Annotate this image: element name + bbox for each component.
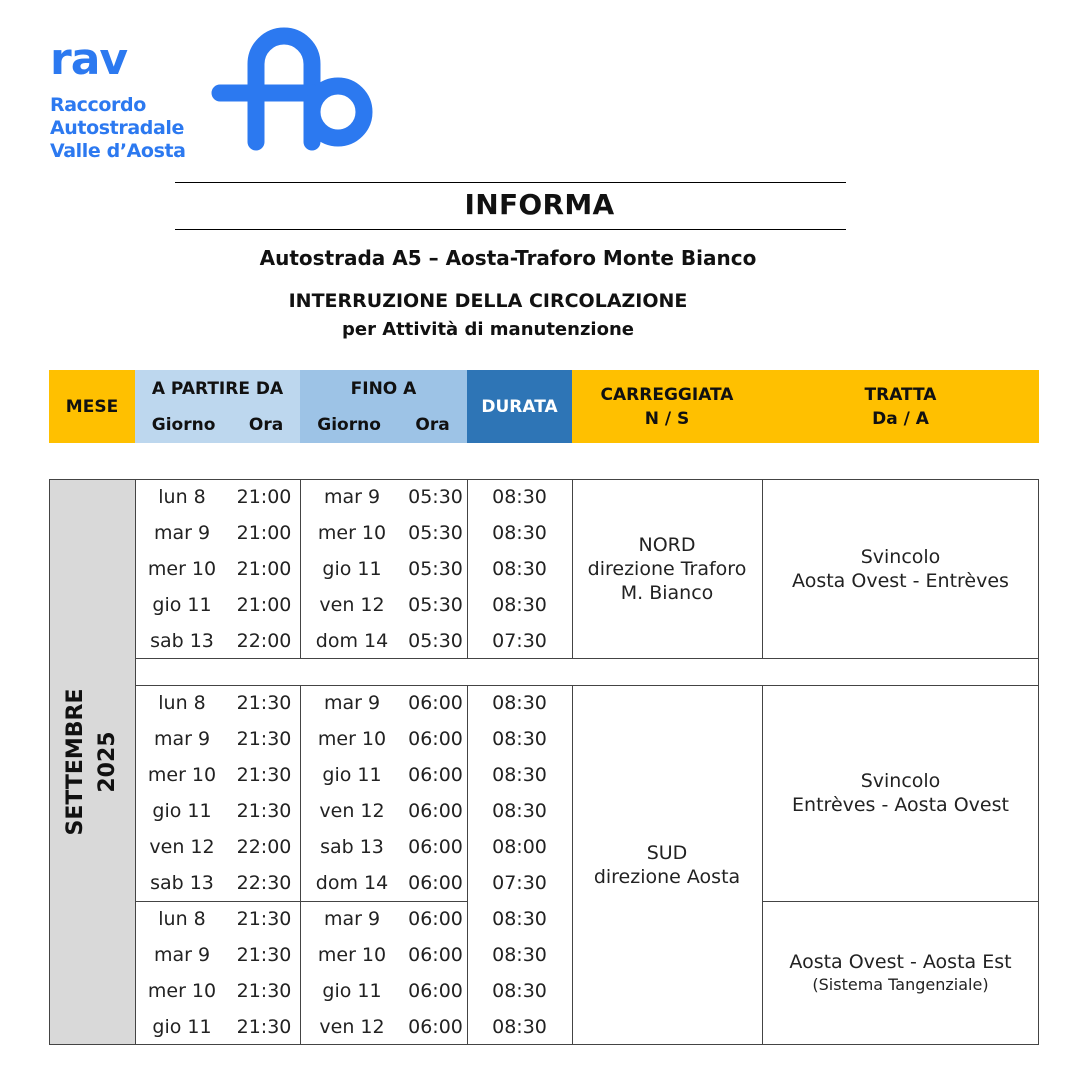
cell-end-day: ven 12 xyxy=(319,594,385,616)
cell-start-time: 21:00 xyxy=(236,594,292,616)
cell-duration: 08:30 xyxy=(492,486,547,508)
header-ora-start: Ora xyxy=(248,414,284,435)
cell-start-day: sab 13 xyxy=(150,630,214,652)
cell-end-day: mer 10 xyxy=(317,522,387,544)
cell-duration: 07:30 xyxy=(492,630,547,652)
cell-start-time: 21:30 xyxy=(236,692,292,714)
cell-start-day: mer 10 xyxy=(147,764,217,786)
grid-col-3-a xyxy=(762,479,763,659)
header-tratta-label: TRATTA xyxy=(864,384,937,405)
header-giorno-start: Giorno xyxy=(151,414,216,435)
tratta-nord-line: Svincolo xyxy=(860,546,941,568)
cell-start-day: mar 9 xyxy=(153,522,211,544)
grid-col-0-a xyxy=(300,479,301,659)
carreggiata-nord-line: M. Bianco xyxy=(620,582,714,604)
cell-end-day: gio 11 xyxy=(322,558,382,580)
brand-line-3: Valle d’Aosta xyxy=(50,140,186,162)
header-mese-label: MESE xyxy=(65,396,119,417)
cell-duration: 08:30 xyxy=(492,800,547,822)
cell-duration: 08:30 xyxy=(492,692,547,714)
header-a-partire xyxy=(135,370,300,443)
cell-end-time: 06:00 xyxy=(408,764,463,786)
tratta-nord xyxy=(762,479,1039,659)
interruption-heading: INTERRUZIONE DELLA CIRCOLAZIONE xyxy=(288,290,688,312)
header-carreggiata-sub: N / S xyxy=(644,408,690,429)
cell-duration: 08:00 xyxy=(492,836,547,858)
cell-duration: 08:30 xyxy=(492,728,547,750)
page-title: INFORMA xyxy=(464,188,615,221)
cell-start-day: gio 11 xyxy=(152,1016,212,1038)
cell-duration: 08:30 xyxy=(492,522,547,544)
cell-duration: 08:30 xyxy=(492,558,547,580)
cell-start-day: mar 9 xyxy=(153,944,211,966)
brand-line-2: Autostradale xyxy=(50,117,184,139)
tratta-nord-line: Aosta Ovest - Entrèves xyxy=(792,570,1009,592)
header-fino-a-label: FINO A xyxy=(350,378,417,399)
cell-end-time: 06:00 xyxy=(408,836,463,858)
cell-start-day: mar 9 xyxy=(153,728,211,750)
header-ora-end: Ora xyxy=(415,414,450,435)
cell-end-time: 06:00 xyxy=(408,908,463,930)
grid-mid-a xyxy=(135,901,467,902)
cell-duration: 07:30 xyxy=(492,872,547,894)
grid-gap-top xyxy=(135,658,1039,659)
interruption-subheading: per Attività di manutenzione xyxy=(342,319,634,340)
mese-month: SETTEMBRE xyxy=(63,688,88,836)
grid-mese-right xyxy=(135,479,136,1045)
grid-col-2-b xyxy=(572,685,573,1045)
cell-end-day: dom 14 xyxy=(315,872,389,894)
cell-end-day: ven 12 xyxy=(319,800,385,822)
grid-mid-b xyxy=(762,901,1039,902)
header-durata-label: DURATA xyxy=(481,396,558,417)
cell-end-day: mer 10 xyxy=(317,728,387,750)
cell-start-time: 21:00 xyxy=(236,558,292,580)
cell-end-day: sab 13 xyxy=(320,836,384,858)
tratta-sud-2-line: (Sistema Tangenziale) xyxy=(812,975,989,994)
carreggiata-nord-line: direzione Traforo xyxy=(587,558,747,580)
tratta-sud-1-line: Svincolo xyxy=(860,770,941,792)
cell-start-time: 21:00 xyxy=(236,486,292,508)
cell-start-day: gio 11 xyxy=(152,594,212,616)
tratta-sud-1 xyxy=(762,685,1039,901)
mese-label xyxy=(60,688,124,835)
header-carreggiata xyxy=(572,370,762,443)
cell-start-time: 21:30 xyxy=(236,980,292,1002)
brand-line-1: Raccordo xyxy=(50,94,146,116)
cell-start-day: lun 8 xyxy=(158,908,206,930)
cell-end-time: 06:00 xyxy=(408,728,463,750)
title-rule-bottom xyxy=(175,229,846,230)
cell-end-time: 05:30 xyxy=(408,486,463,508)
carreggiata-nord-line: NORD xyxy=(638,534,696,556)
cell-start-day: sab 13 xyxy=(150,872,214,894)
cell-end-day: gio 11 xyxy=(322,764,382,786)
cell-duration: 08:30 xyxy=(492,594,547,616)
grid-bottom xyxy=(49,1044,1039,1045)
cell-end-day: ven 12 xyxy=(319,1016,385,1038)
road-subtitle: Autostrada A5 – Aosta-Traforo Monte Bianco xyxy=(259,246,757,270)
cell-start-time: 21:00 xyxy=(236,522,292,544)
grid-col-1-b xyxy=(467,685,468,1045)
brand-logo-text xyxy=(50,34,186,163)
cell-start-day: ven 12 xyxy=(149,836,215,858)
cell-end-day: mar 9 xyxy=(323,486,381,508)
grid-col-0-b xyxy=(300,685,301,1045)
header-fino-a xyxy=(300,370,467,443)
cell-end-time: 05:30 xyxy=(408,558,463,580)
cell-start-time: 22:00 xyxy=(236,836,292,858)
tratta-sud-1-line: Entrèves - Aosta Ovest xyxy=(792,794,1009,816)
grid-right xyxy=(1038,479,1039,1045)
cell-start-time: 22:30 xyxy=(236,872,292,894)
cell-start-time: 21:30 xyxy=(236,908,292,930)
grid-left xyxy=(49,479,50,1045)
cell-end-day: dom 14 xyxy=(315,630,389,652)
header-carreggiata-label: CARREGGIATA xyxy=(600,384,734,405)
cell-end-time: 05:30 xyxy=(408,522,463,544)
header-tratta-sub: Da / A xyxy=(872,408,929,429)
cell-end-time: 06:00 xyxy=(408,872,463,894)
cell-start-time: 21:30 xyxy=(236,944,292,966)
grid-col-1-a xyxy=(467,479,468,659)
cell-start-time: 22:00 xyxy=(236,630,292,652)
cell-end-time: 06:00 xyxy=(408,692,463,714)
cell-duration: 08:30 xyxy=(492,764,547,786)
carreggiata-sud xyxy=(572,685,762,1045)
cell-end-day: mer 10 xyxy=(317,944,387,966)
cell-start-day: lun 8 xyxy=(158,692,206,714)
cell-end-time: 06:00 xyxy=(408,800,463,822)
cell-end-time: 06:00 xyxy=(408,944,463,966)
cell-end-time: 05:30 xyxy=(408,630,463,652)
cell-start-day: mer 10 xyxy=(147,558,217,580)
cell-duration: 08:30 xyxy=(492,908,547,930)
cell-start-day: mer 10 xyxy=(147,980,217,1002)
cell-start-day: gio 11 xyxy=(152,800,212,822)
cell-end-day: mar 9 xyxy=(323,692,381,714)
cell-end-day: mar 9 xyxy=(323,908,381,930)
cell-duration: 08:30 xyxy=(492,1016,547,1038)
carreggiata-sud-line: direzione Aosta xyxy=(593,866,741,888)
brand-name: rav xyxy=(50,34,128,85)
cell-end-time: 05:30 xyxy=(408,594,463,616)
tratta-sud-2-line: Aosta Ovest - Aosta Est xyxy=(789,951,1012,973)
grid-col-2-a xyxy=(572,479,573,659)
header-tratta xyxy=(762,370,1039,443)
cell-end-day: gio 11 xyxy=(322,980,382,1002)
header-mese xyxy=(49,370,135,443)
cell-start-time: 21:30 xyxy=(236,764,292,786)
grid-col-3-b xyxy=(762,685,763,1045)
grid-top xyxy=(49,479,1039,480)
cell-start-time: 21:30 xyxy=(236,1016,292,1038)
cell-end-time: 06:00 xyxy=(408,980,463,1002)
cell-duration: 08:30 xyxy=(492,944,547,966)
cell-end-time: 06:00 xyxy=(408,1016,463,1038)
mese-year: 2025 xyxy=(95,731,120,793)
header-durata xyxy=(467,370,572,443)
rav-logo-mark-icon xyxy=(210,22,380,152)
title-rule-top xyxy=(175,182,846,183)
cell-start-time: 21:30 xyxy=(236,800,292,822)
grid-gap-bottom xyxy=(135,685,1039,686)
cell-duration: 08:30 xyxy=(492,980,547,1002)
cell-start-time: 21:30 xyxy=(236,728,292,750)
tratta-sud-2 xyxy=(762,901,1039,1045)
header-giorno-end: Giorno xyxy=(317,414,381,435)
header-a-partire-label: A PARTIRE DA xyxy=(151,378,284,399)
carreggiata-nord xyxy=(572,479,762,659)
carreggiata-sud-line: SUD xyxy=(646,842,688,864)
cell-start-day: lun 8 xyxy=(158,486,206,508)
